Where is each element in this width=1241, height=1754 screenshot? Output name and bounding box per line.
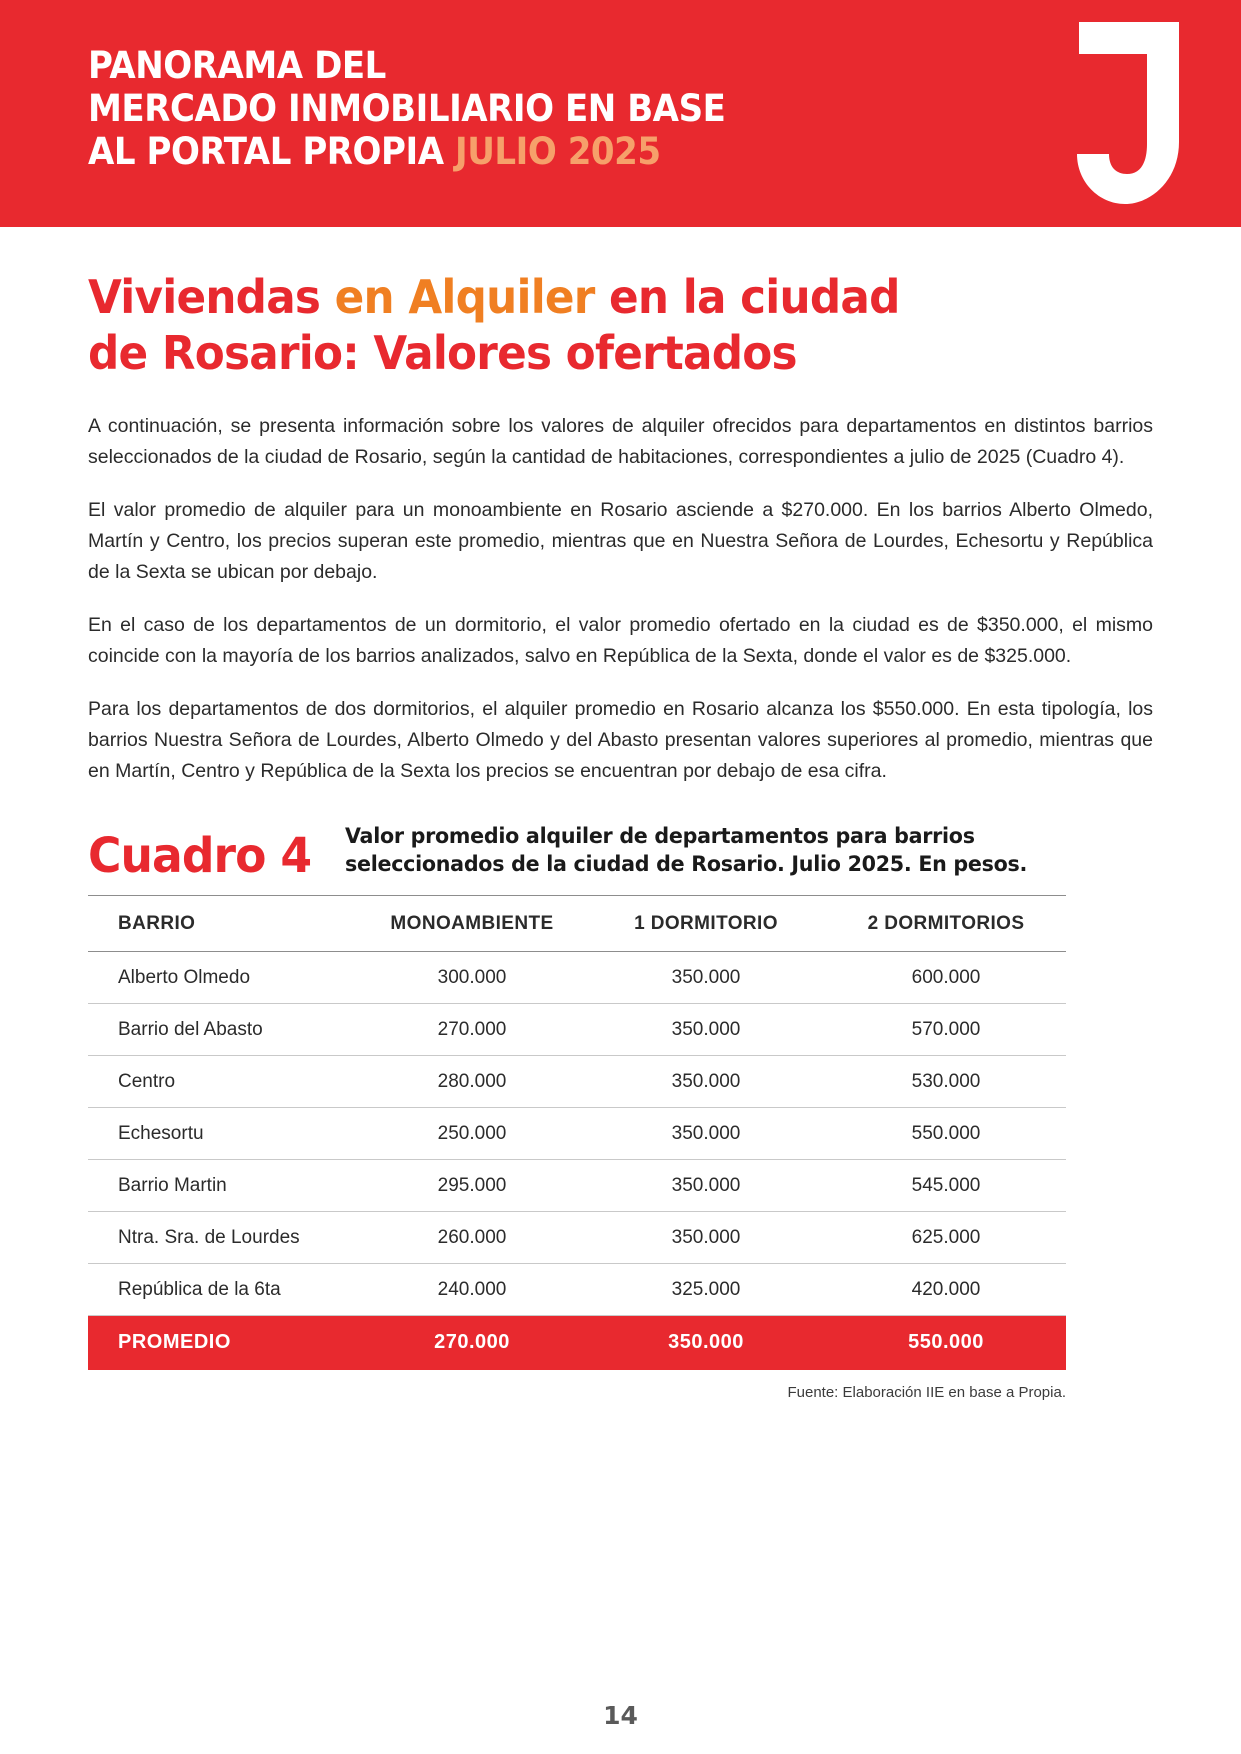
page-title (88, 269, 1100, 381)
publication-date: JULIO 2025 (455, 130, 661, 173)
body-paragraph-2: El valor promedio de alquiler para un monoambiente en Rosario asciende a $270.000. En los barrios Alberto Olmedo, Martín y Centro, los precios superan este promedio, mientras que en Nuestra Señora de Lourdes, Echesortu y República de la Sexta se ubican por debajo. (88, 499, 1153, 583)
column-header-barrio: BARRIO (88, 896, 358, 952)
total-2-dormitorios: 550.000 (826, 1316, 1066, 1370)
cell-2-dormitorios: 420.000 (826, 1264, 1066, 1316)
column-header-1-dormitorio: 1 DORMITORIO (586, 896, 826, 952)
table-body (88, 952, 1066, 1370)
table-total-row (88, 1316, 1066, 1370)
cell-barrio: Centro (88, 1056, 358, 1108)
cell-barrio: Ntra. Sra. de Lourdes (88, 1212, 358, 1264)
table-row (88, 1212, 1066, 1264)
cell-barrio: Barrio del Abasto (88, 1004, 358, 1056)
publication-title-line1: PANORAMA DEL (88, 44, 386, 87)
header-banner (0, 0, 1241, 227)
table-subtitle-line2: seleccionados de la ciudad de Rosario. Julio 2025. En pesos. (344, 852, 1027, 877)
cell-2-dormitorios: 625.000 (826, 1212, 1066, 1264)
table-row (88, 1264, 1066, 1316)
cell-2-dormitorios: 530.000 (826, 1056, 1066, 1108)
page-title-part3: en la ciudad (594, 270, 900, 324)
page-title-part4: de Rosario: Valores ofertados (88, 326, 797, 380)
publication-title-line3 (88, 130, 725, 173)
cell-monoambiente: 240.000 (358, 1264, 586, 1316)
body-paragraph-1: A continuación, se presenta información sobre los valores de alquiler ofrecidos para departamentos en distintos barrios seleccionados de la ciudad de Rosario, según la cantidad de habitaciones, correspondientes a julio de 2025 (Cuadro 4). (88, 415, 1153, 468)
cell-1-dormitorio: 350.000 (586, 1056, 826, 1108)
cell-1-dormitorio: 350.000 (586, 952, 826, 1004)
page-content (0, 269, 1241, 1401)
cell-monoambiente: 300.000 (358, 952, 586, 1004)
table-row (88, 1108, 1066, 1160)
rent-values-table (88, 895, 1066, 1370)
table-row (88, 1160, 1066, 1212)
cell-barrio: República de la 6ta (88, 1264, 358, 1316)
cell-1-dormitorio: 350.000 (586, 1108, 826, 1160)
publication-title (88, 44, 725, 173)
publication-title-line3-main: AL PORTAL PROPIA (88, 130, 456, 173)
table-caption (88, 823, 1153, 884)
table-header (88, 896, 1066, 952)
table-row (88, 1056, 1066, 1108)
table-source-note: Fuente: Elaboración IIE en base a Propia. (787, 1383, 1066, 1401)
total-1-dormitorio: 350.000 (586, 1316, 826, 1370)
cell-2-dormitorios: 550.000 (826, 1108, 1066, 1160)
cell-monoambiente: 250.000 (358, 1108, 586, 1160)
cell-1-dormitorio: 350.000 (586, 1212, 826, 1264)
cell-barrio: Barrio Martin (88, 1160, 358, 1212)
cell-2-dormitorios: 545.000 (826, 1160, 1066, 1212)
cell-1-dormitorio: 350.000 (586, 1160, 826, 1212)
table-number-label: Cuadro 4 (88, 828, 312, 884)
cell-1-dormitorio: 350.000 (586, 1004, 826, 1056)
cell-1-dormitorio: 325.000 (586, 1264, 826, 1316)
cell-2-dormitorios: 570.000 (826, 1004, 1066, 1056)
propia-logo-icon (1075, 22, 1183, 208)
cell-barrio: Alberto Olmedo (88, 952, 358, 1004)
table-subtitle (345, 823, 1027, 881)
table-row (88, 952, 1066, 1004)
total-monoambiente: 270.000 (358, 1316, 586, 1370)
column-header-2-dormitorios: 2 DORMITORIOS (826, 896, 1066, 952)
column-header-monoambiente: MONOAMBIENTE (358, 896, 586, 952)
table-header-row (88, 896, 1066, 952)
body-paragraph-3: En el caso de los departamentos de un dormitorio, el valor promedio ofertado en la ciudad es de $350.000, el mismo coincide con la mayoría de los barrios analizados, salvo en República de la Sexta, donde el valor es de $325.000. (88, 614, 1153, 667)
cell-monoambiente: 295.000 (358, 1160, 586, 1212)
publication-title-line2: MERCADO INMOBILIARIO EN BASE (88, 87, 726, 130)
table-row (88, 1004, 1066, 1056)
cell-monoambiente: 270.000 (358, 1004, 586, 1056)
cell-monoambiente: 280.000 (358, 1056, 586, 1108)
cell-barrio: Echesortu (88, 1108, 358, 1160)
total-label: PROMEDIO (88, 1316, 358, 1370)
page-title-part1: Viviendas (88, 270, 335, 324)
page-title-highlight: en Alquiler (334, 270, 595, 324)
cell-2-dormitorios: 600.000 (826, 952, 1066, 1004)
table-subtitle-line1: Valor promedio alquiler de departamentos para barrios (344, 824, 975, 849)
cell-monoambiente: 260.000 (358, 1212, 586, 1264)
page-number: 14 (603, 1701, 638, 1730)
body-paragraph-4: Para los departamentos de dos dormitorios, el alquiler promedio en Rosario alcanza los $550.000. En esta tipología, los barrios Nuestra Señora de Lourdes, Alberto Olmedo y del Abasto presentan valores superiores al promedio, mientras que en Martín, Centro y República de la Sexta los precios se encuentran por debajo de esa cifra. (88, 698, 1153, 782)
